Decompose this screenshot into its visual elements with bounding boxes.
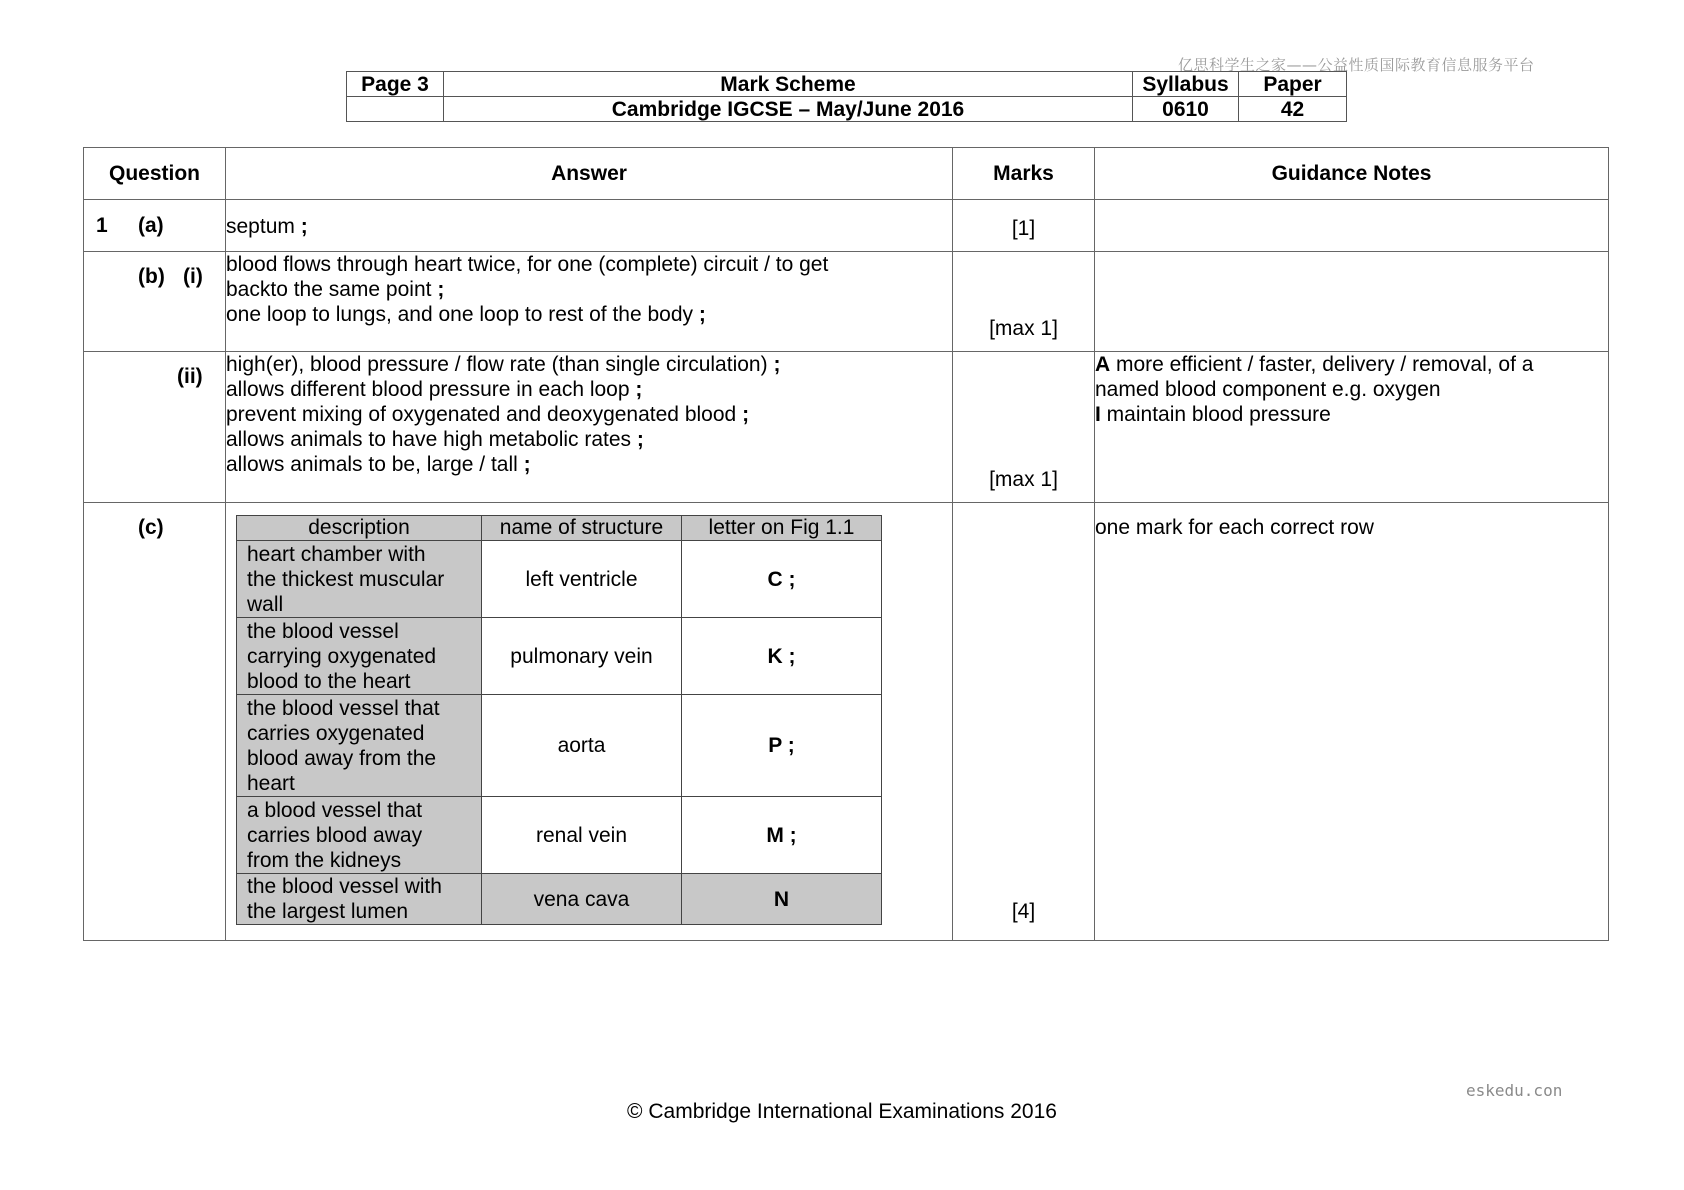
- table-row: [84, 200, 1609, 252]
- table-row: [237, 541, 882, 618]
- description-line: the blood vessel with: [247, 875, 442, 898]
- structure-name: aorta: [482, 695, 682, 797]
- description-cell: [237, 797, 482, 874]
- paper-label: Paper: [1239, 72, 1347, 97]
- copyright-footer: © Cambridge International Examinations 2016: [627, 1100, 1057, 1123]
- answer-line: one loop to lungs, and one loop to rest of the body: [226, 303, 694, 326]
- table-row: [237, 618, 882, 695]
- marks-cell: [953, 352, 1095, 503]
- mark-point: ;: [300, 215, 308, 238]
- answer-cell: [226, 503, 953, 941]
- column-header-structure: name of structure: [482, 516, 682, 541]
- marks-cell: [953, 252, 1095, 352]
- marks-value: [1]: [1011, 217, 1036, 240]
- description-line: heart: [247, 771, 295, 795]
- description-line: blood to the heart: [247, 669, 411, 693]
- mark-point: ;: [523, 453, 531, 476]
- question-cell: [84, 352, 226, 503]
- mark-point: ;: [437, 278, 445, 301]
- syllabus-label: Syllabus: [1133, 72, 1239, 97]
- answer-line: allows animals to have high metabolic rates: [226, 428, 632, 451]
- table-row: [237, 797, 882, 874]
- description-line: the blood vessel that: [247, 696, 440, 720]
- watermark-text: eskedu.con: [1466, 1081, 1563, 1100]
- guidance-cell: [1095, 352, 1609, 503]
- header-table: [346, 71, 1347, 122]
- mark-point: ;: [698, 303, 706, 326]
- structure-letter: P ;: [682, 695, 882, 797]
- description-line: a blood vessel that: [247, 798, 423, 822]
- structure-letter: M ;: [682, 797, 882, 874]
- paper-number: 42: [1239, 97, 1347, 122]
- answer-cell: [226, 252, 953, 352]
- description-cell: [237, 874, 482, 925]
- mark-point: ;: [636, 428, 644, 451]
- answer-line: high(er), blood pressure / flow rate (than single circulation): [226, 353, 768, 376]
- description-cell: [237, 541, 482, 618]
- table-row: [237, 695, 882, 797]
- structure-letter: K ;: [682, 618, 882, 695]
- table-row: [84, 252, 1609, 352]
- guidance-text: maintain blood pressure: [1100, 403, 1331, 426]
- marks-value: [4]: [1011, 900, 1036, 923]
- structure-name: left ventricle: [482, 541, 682, 618]
- watermark-text: 亿思科学生之家——公益性质国际教育信息服务平台: [1178, 56, 1535, 74]
- column-header-guidance: Guidance Notes: [1095, 148, 1609, 200]
- description-line: the blood vessel: [247, 619, 399, 643]
- structure-name: vena cava: [482, 874, 682, 925]
- column-header-letter: letter on Fig 1.1: [682, 516, 882, 541]
- question-subpart: (ii): [177, 365, 203, 388]
- answer-text: septum: [226, 215, 295, 238]
- table-row: [84, 503, 1609, 941]
- structure-name: pulmonary vein: [482, 618, 682, 695]
- description-line: wall: [247, 592, 284, 616]
- mark-point: ;: [773, 353, 781, 376]
- mark-point: ;: [635, 378, 643, 401]
- guidance-cell: [1095, 503, 1609, 941]
- document-title: Mark Scheme: [444, 72, 1133, 97]
- question-cell: [84, 503, 226, 941]
- question-cell: [84, 200, 226, 252]
- description-line: carries blood away: [247, 823, 423, 847]
- question-cell: [84, 252, 226, 352]
- marks-value: [max 1]: [989, 317, 1058, 340]
- marks-cell: [953, 200, 1095, 252]
- marks-cell: [953, 503, 1095, 941]
- syllabus-code: 0610: [1133, 97, 1239, 122]
- answer-line: backto the same point: [226, 278, 432, 301]
- question-part: (b): [138, 265, 165, 288]
- table-row: [237, 874, 882, 925]
- answer-cell: [226, 200, 953, 252]
- exam-subtitle: Cambridge IGCSE – May/June 2016: [444, 97, 1133, 122]
- marks-value: [max 1]: [989, 468, 1058, 491]
- structure-table: [236, 515, 882, 925]
- answer-line: allows different blood pressure in each loop: [226, 378, 630, 401]
- description-cell: [237, 618, 482, 695]
- mark-scheme-table: [83, 147, 1609, 941]
- guidance-text: named blood component e.g. oxygen: [1095, 378, 1441, 401]
- table-header-row: [237, 516, 882, 541]
- question-number: 1: [96, 214, 108, 237]
- column-header-description: description: [237, 516, 482, 541]
- answer-line: blood flows through heart twice, for one (complete) circuit / to get: [226, 253, 829, 276]
- page-blank: [347, 97, 444, 122]
- description-line: carrying oxygenated: [247, 644, 437, 668]
- accept-label: A: [1095, 353, 1111, 376]
- answer-cell: [226, 352, 953, 503]
- description-line: heart chamber with: [247, 542, 426, 566]
- column-header-answer: Answer: [226, 148, 953, 200]
- description-line: the thickest muscular: [247, 567, 445, 591]
- question-part: (a): [138, 214, 164, 237]
- description-line: carries oxygenated: [247, 721, 425, 745]
- column-header-question: Question: [84, 148, 226, 200]
- structure-letter: C ;: [682, 541, 882, 618]
- answer-line: prevent mixing of oxygenated and deoxygenated blood: [226, 403, 737, 426]
- column-header-marks: Marks: [953, 148, 1095, 200]
- question-part: (c): [138, 516, 164, 539]
- description-line: blood away from the: [247, 746, 437, 770]
- guidance-cell: [1095, 252, 1609, 352]
- answer-line: allows animals to be, large / tall: [226, 453, 518, 476]
- structure-name: renal vein: [482, 797, 682, 874]
- description-line: the largest lumen: [247, 900, 409, 923]
- guidance-text: more efficient / faster, delivery / removal, of a: [1110, 353, 1534, 376]
- mark-point: ;: [742, 403, 750, 426]
- question-subpart: (i): [183, 265, 203, 288]
- guidance-cell: [1095, 200, 1609, 252]
- description-line: from the kidneys: [247, 848, 402, 872]
- structure-letter: N: [682, 874, 882, 925]
- table-row: [84, 352, 1609, 503]
- description-cell: [237, 695, 482, 797]
- guidance-text: one mark for each correct row: [1095, 516, 1374, 539]
- ignore-label: I: [1095, 403, 1101, 426]
- page-number: Page 3: [347, 72, 444, 97]
